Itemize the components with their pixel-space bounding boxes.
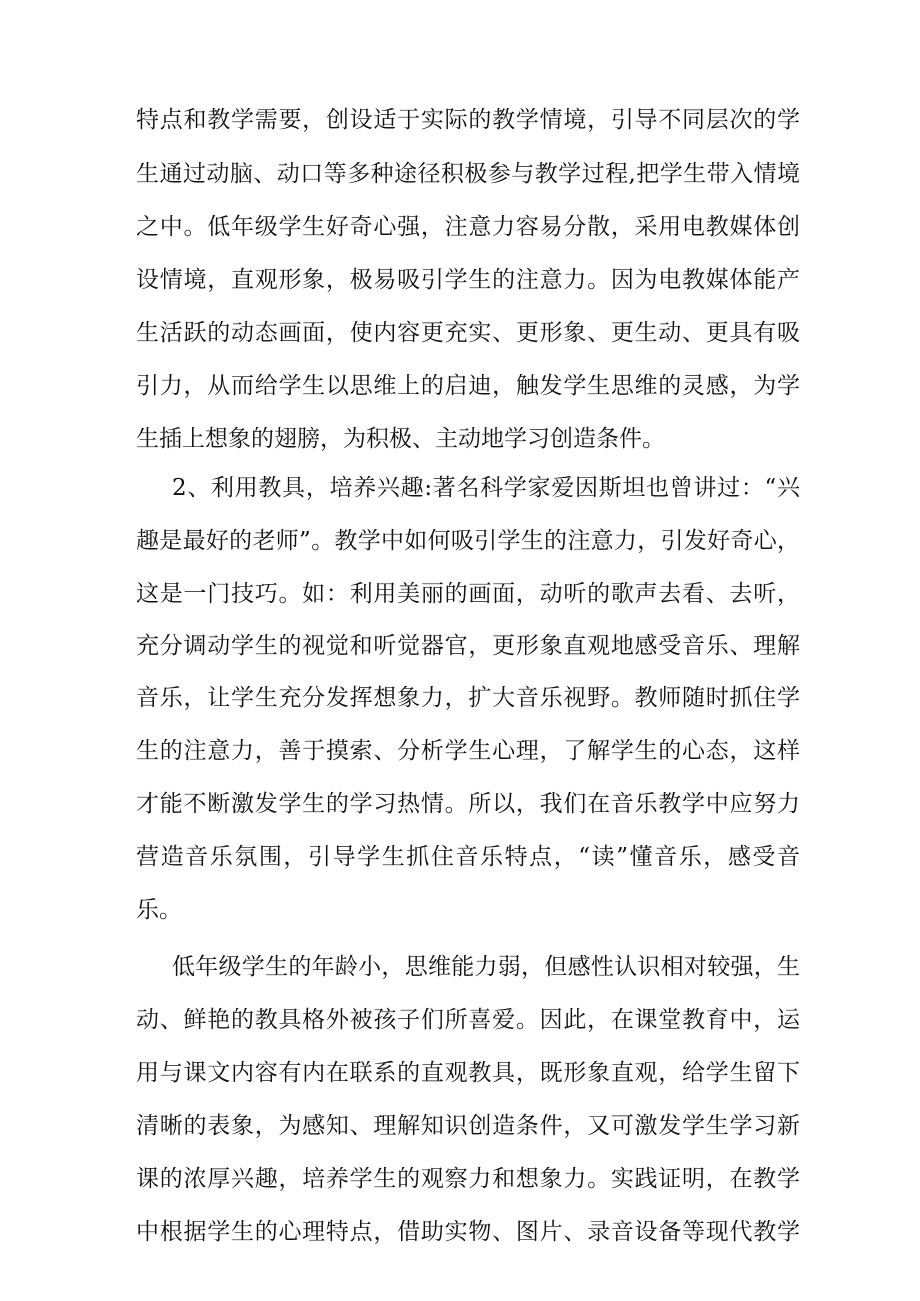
paragraph-line: 清晰的表象，为感知、理解知识创造条件，又可激发学生学习新 bbox=[136, 1113, 800, 1139]
paragraph-line: 生通过动脑、动口等多种途径积极参与教学过程,把学生带入情境 bbox=[136, 161, 800, 187]
paragraph-line: 设情境，直观形象，极易吸引学生的注意力。因为电教媒体能产 bbox=[136, 267, 800, 293]
paragraph-line: 引力，从而给学生以思维上的启迪，触发学生思维的灵感，为学 bbox=[136, 373, 800, 399]
paragraph-line: 2、利用教具，培养兴趣:著名科学家爱因斯坦也曾讲过：“兴 bbox=[172, 475, 800, 501]
paragraph-line: 音乐，让学生充分发挥想象力，扩大音乐视野。教师随时抓住学 bbox=[136, 685, 800, 711]
paragraph-line: 趣是最好的老师”。教学中如何吸引学生的注意力，引发好奇心， bbox=[136, 528, 800, 554]
paragraph-line: 用与课文内容有内在联系的直观教具，既形象直观，给学生留下 bbox=[136, 1060, 800, 1086]
paragraph-line: 课的浓厚兴趣，培养学生的观察力和想象力。实践证明，在教学 bbox=[136, 1166, 800, 1192]
paragraph-line: 这是一门技巧。如：利用美丽的画面，动听的歌声去看、去听， bbox=[136, 581, 800, 607]
paragraph-line: 生活跃的动态画面，使内容更充实、更形象、更生动、更具有吸 bbox=[136, 320, 800, 346]
paragraph-line: 才能不断激发学生的学习热情。所以，我们在音乐教学中应努力 bbox=[136, 791, 800, 817]
paragraph-line: 特点和教学需要，创设适于实际的教学情境，引导不同层次的学 bbox=[136, 107, 800, 133]
paragraph-line: 之中。低年级学生好奇心强，注意力容易分散，采用电教媒体创 bbox=[136, 214, 800, 240]
paragraph-line: 中根据学生的心理特点，借助实物、图片、录音设备等现代教学 bbox=[136, 1219, 800, 1245]
paragraph-line: 充分调动学生的视觉和听觉器官，更形象直观地感受音乐、理解 bbox=[136, 633, 800, 659]
paragraph-line: 乐。 bbox=[136, 897, 182, 923]
paragraph-line: 生插上想象的翅膀，为积极、主动地学习创造条件。 bbox=[136, 426, 665, 452]
paragraph-line: 生的注意力，善于摸索、分析学生心理，了解学生的心态，这样 bbox=[136, 738, 800, 764]
paragraph-line: 低年级学生的年龄小，思维能力弱，但感性认识相对较强，生 bbox=[172, 954, 800, 980]
paragraph-line: 动、鲜艳的教具格外被孩子们所喜爱。因此，在课堂教育中，运 bbox=[136, 1007, 800, 1033]
paragraph-line: 营造音乐氛围，引导学生抓住音乐特点，“读”懂音乐，感受音 bbox=[136, 844, 800, 870]
